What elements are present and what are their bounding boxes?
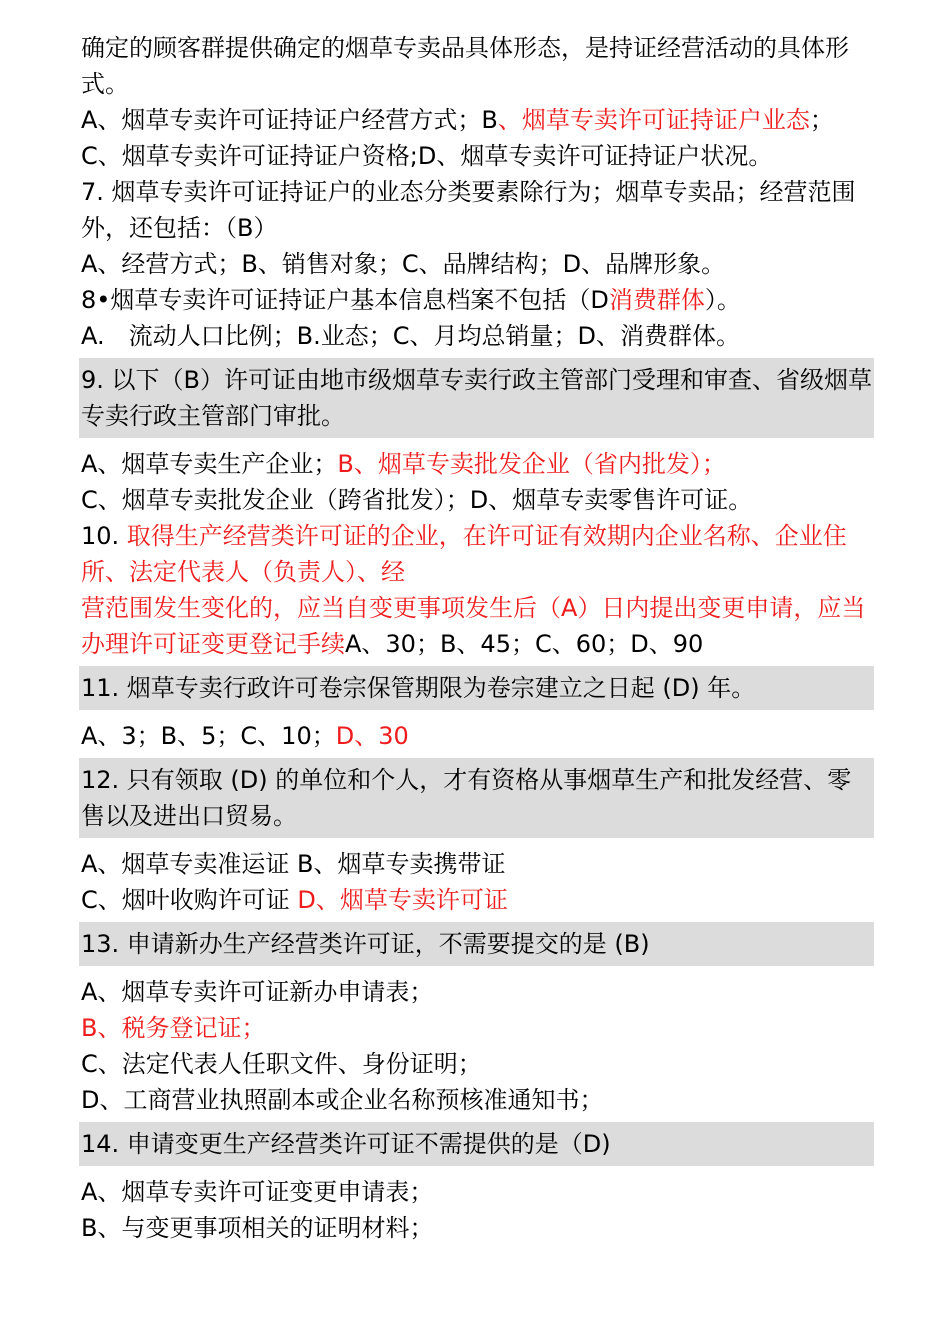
text-paragraph [79, 1174, 874, 1210]
question-heading [79, 358, 874, 438]
text-paragraph [79, 974, 874, 1010]
answer-highlight: D、烟草专卖许可证 [297, 886, 508, 914]
document-page [79, 30, 874, 1246]
text-paragraph [79, 282, 874, 318]
answer-highlight: 营范围发生变化的，应当自变更事项发生后（A）日内提出变更申请，应当办理许可证变更登记手续 [81, 594, 866, 658]
question-heading [79, 1122, 874, 1166]
text-run: A. 流动人口比例；B.业态；C、月均总销量；D、消费群体。 [81, 322, 740, 350]
text-run: A、烟草专卖生产企业； [81, 450, 338, 478]
text-paragraph [79, 518, 874, 590]
text-paragraph [79, 318, 874, 354]
text-paragraph [79, 882, 874, 918]
text-run: ）。 [704, 286, 741, 314]
text-run: B、与变更事项相关的证明材料； [81, 1214, 434, 1242]
text-run: 11. 烟草专卖行政许可卷宗保管期限为卷宗建立之日起 (D) 年。 [81, 674, 756, 702]
text-run: A、30；B、45；C、60；D、90 [345, 630, 704, 658]
text-run: C、烟草专卖批发企业（跨省批发）；D、烟草专卖零售许可证。 [81, 486, 753, 514]
text-run: 14. 申请变更生产经营类许可证不需提供的是（D) [81, 1130, 611, 1158]
text-run: 7. 烟草专卖许可证持证户的业态分类要素除行为；烟草专卖品；经营范围外，还包括：（B） [81, 178, 856, 242]
text-run: C、法定代表人任职文件、身份证明； [81, 1050, 482, 1078]
text-run: C、烟叶收购许可证 [81, 886, 298, 914]
text-run: 9. 以下（B）许可证由地市级烟草专卖行政主管部门受理和审查、省级烟草专卖行政主管部门审批。 [81, 366, 872, 430]
text-paragraph [79, 846, 874, 882]
text-paragraph [79, 246, 874, 282]
text-paragraph [79, 174, 874, 246]
text-paragraph [79, 590, 874, 662]
question-heading [79, 922, 874, 966]
text-run: A、烟草专卖许可证新办申请表； [81, 978, 434, 1006]
answer-highlight: D、30 [335, 722, 409, 750]
text-paragraph [79, 102, 874, 174]
text-run: 10. [81, 522, 127, 550]
text-paragraph [79, 446, 874, 482]
text-paragraph [79, 1010, 874, 1046]
text-run: A、烟草专卖许可证持证户经营方式；B [81, 106, 498, 134]
question-heading [79, 666, 874, 710]
text-run: A、烟草专卖准运证 B、烟草专卖携带证 [81, 850, 506, 878]
text-paragraph [79, 482, 874, 518]
text-run: A、3；B、5；C、10； [81, 722, 336, 750]
answer-highlight: 、烟草专卖许可证持证户业态 [497, 106, 810, 134]
text-run: D、工商营业执照副本或企业名称预核准通知书； [81, 1086, 604, 1114]
text-paragraph [79, 1210, 874, 1246]
text-paragraph [79, 1082, 874, 1118]
text-run: A、烟草专卖许可证变更申请表； [81, 1178, 434, 1206]
text-paragraph [79, 1046, 874, 1082]
text-paragraph [79, 30, 874, 102]
answer-highlight: B、税务登记证； [81, 1014, 266, 1042]
answer-highlight: 取得生产经营类许可证的企业，在许可证有效期内企业名称、企业住所、法定代表人（负责人）、经 [81, 522, 847, 586]
answer-highlight: B、烟草专卖批发企业（省内批发）； [337, 450, 726, 478]
text-run: 确定的顾客群提供确定的烟草专卖品具体形态，是持证经营活动的具体形式。 [81, 34, 849, 98]
text-paragraph [79, 718, 874, 754]
text-run: 13. 申请新办生产经营类许可证，不需要提交的是 (B) [81, 930, 650, 958]
text-run: ；C、烟草专卖许可证持证户资格;D、烟草专卖许可证持证户状况。 [81, 106, 834, 170]
answer-highlight: 消费群体 [608, 286, 705, 314]
text-run: 12. 只有领取 (D) 的单位和个人，才有资格从事烟草生产和批发经营、零售以及进出口贸易。 [81, 766, 852, 830]
text-run: A、经营方式；B、销售对象；C、品牌结构；D、品牌形象。 [81, 250, 726, 278]
text-run: 8•烟草专卖许可证持证户基本信息档案不包括（D [81, 286, 609, 314]
question-heading [79, 758, 874, 838]
